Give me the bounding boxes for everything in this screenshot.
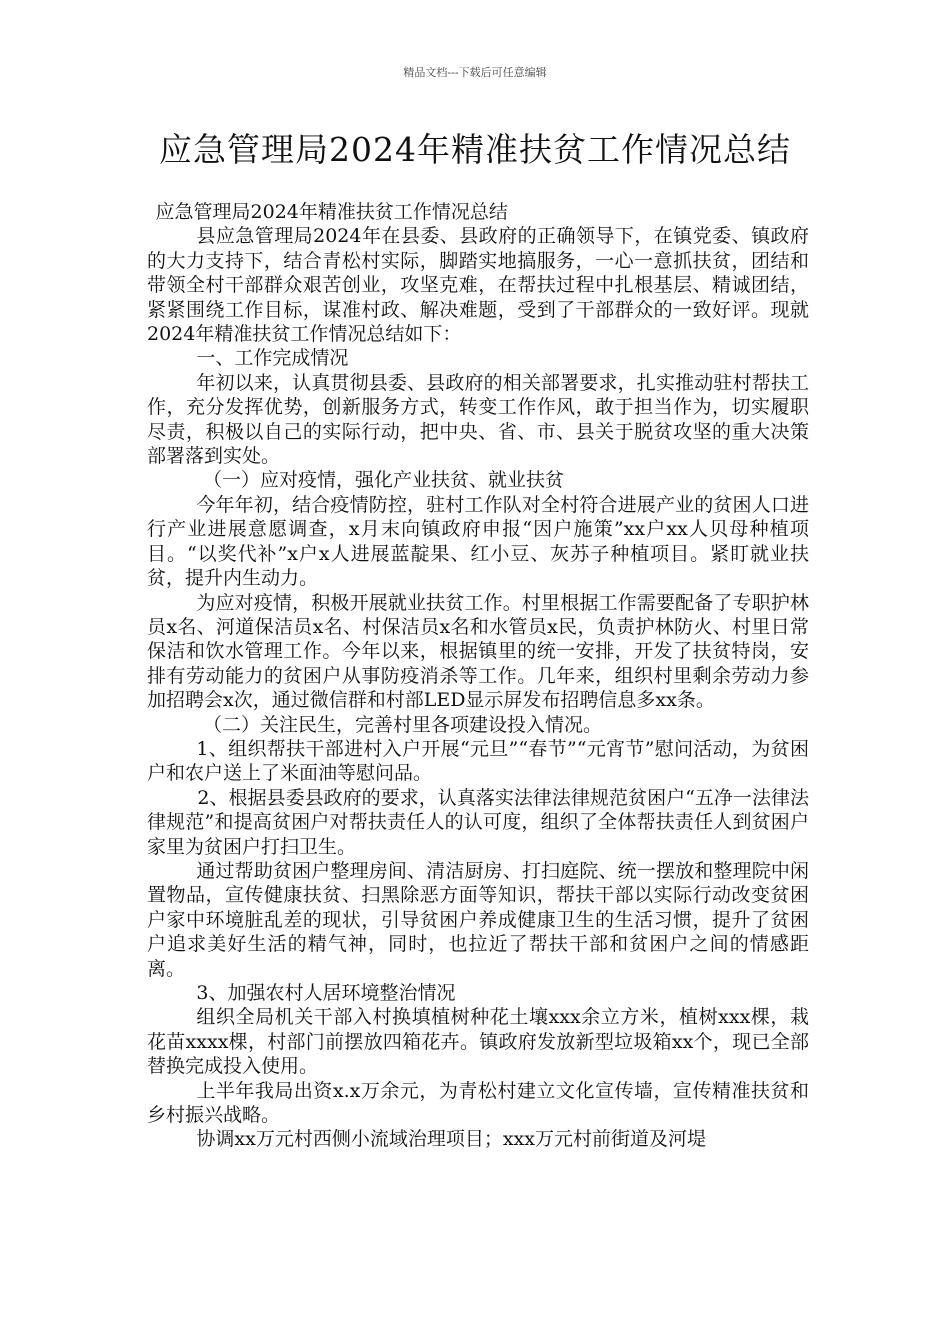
body-paragraph: 今年年初，结合疫情防控，驻村工作队对全村符合进展产业的贫困人口进行产业进展意愿调查，x月末向镇政府申报“因户施策”xx户xx人贝母种植项目。“以奖代补”x户x人进展蓝靛果、红小豆、灰苏子种植项目。紧盯就业扶贫，提升内生动力。 xyxy=(147,493,809,590)
body-paragraph: 县应急管理局2024年在县委、县政府的正确领导下，在镇党委、镇政府的大力支持下，结合青松村实际，脚踏实地搞服务，一心一意抓扶贫，团结和带领全村干部群众艰苦创业，攻坚克难，在帮扶过程中扎根基层、精诚团结，紧紧围绕工作目标，谋准村政、解决难题，受到了干部群众的一致好评。现就2024年精准扶贫工作情况总结如下： xyxy=(147,225,809,346)
body-paragraph: 年初以来，认真贯彻县委、县政府的相关部署要求，扎实推动驻村帮扶工作，充分发挥优势，创新服务方式，转变工作作风，敢于担当作为，切实履职尽责，积极以自己的实际行动，把中央、省、市、县关于脱贫攻坚的重大决策部署落到实处。 xyxy=(147,371,809,468)
page-header-note: 精品文档---下载后可任意编辑 xyxy=(403,66,547,79)
section-heading: 3、加强农村人居环境整治情况 xyxy=(196,982,456,1004)
body-paragraph: 上半年我局出资x.x万余元，为青松村建立文化宣传墙，宣传精准扶贫和乡村振兴战略。 xyxy=(147,1079,809,1127)
document-title: 应急管理局2024年精准扶贫工作情况总结 xyxy=(159,130,791,169)
body-paragraph: 为应对疫情，积极开展就业扶贫工作。村里根据工作需要配备了专职护林员x名、河道保洁员x名、村保洁员x名和水管员x民，负责护林防火、村里日常保洁和饮水管理工作。今年以来，根据镇里的统一安排，开发了扶贫特岗，安排有劳动能力的贫困户从事防疫消杀等工作。几年来，组织村里剩余劳动力参加招聘会x次，通过微信群和村部LED显示屏发布招聘信息多xx条。 xyxy=(147,591,809,712)
section-heading: 一、工作完成情况 xyxy=(196,347,349,370)
document-body xyxy=(147,200,809,1152)
body-subtitle: 应急管理局2024年精准扶贫工作情况总结 xyxy=(155,201,508,223)
section-heading: （一）应对疫情，强化产业扶贫、就业扶贫 xyxy=(203,469,565,492)
body-paragraph: 组织全局机关干部入村换填植树种花土壤xxx余立方米，植树xxx棵，栽花苗xxxx棵，村部门前摆放四箱花卉。镇政府发放新型垃圾箱xx个，现已全部替换完成投入使用。 xyxy=(147,1006,809,1078)
body-paragraph: 通过帮助贫困户整理房间、清洁厨房、打扫庭院、统一摆放和整理院中闲置物品，宣传健康扶贫、扫黑除恶方面等知识，帮扶干部以实际行动改变贫困户家中环境脏乱差的现状，引导贫困户养成健康卫生的生活习惯，提升了贫困户追求美好生活的精气神，同时，也拉近了帮扶干部和贫困户之间的情感距离。 xyxy=(147,859,809,980)
body-paragraph: 1、组织帮扶干部进村入户开展“元旦”“春节”“元宵节”慰问活动，为贫困户和农户送上了米面油等慰问品。 xyxy=(147,737,809,785)
body-paragraph: 协调xx万元村西侧小流域治理项目；xxx万元村前街道及河堤 xyxy=(196,1128,706,1151)
section-heading: （二）关注民生，完善村里各项建设投入情况。 xyxy=(203,713,603,736)
body-paragraph: 2、根据县委县政府的要求，认真落实法律法律规范贫困户“五净一法律法律规范”和提高贫困户对帮扶责任人的认可度，组织了全体帮扶责任人到贫困户家里为贫困户打扫卫生。 xyxy=(147,786,809,858)
